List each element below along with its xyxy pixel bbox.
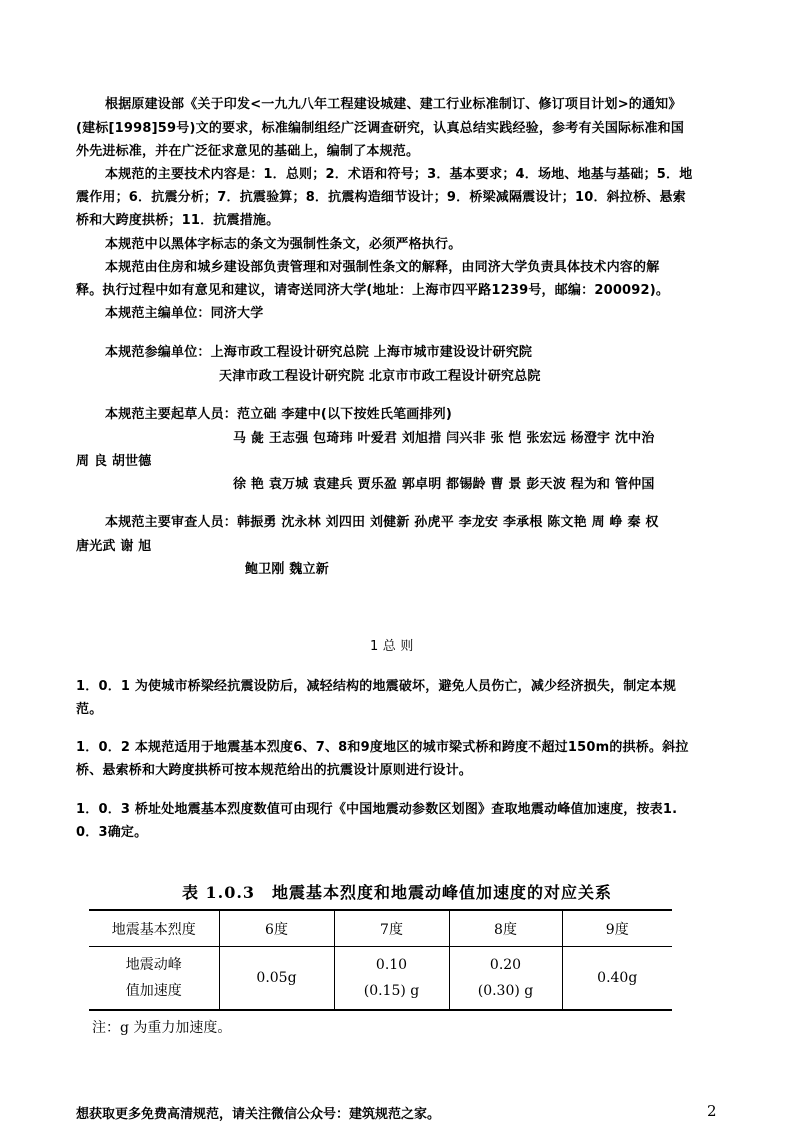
page-number: 2 bbox=[707, 1102, 717, 1120]
preface-line-5: 震作用；6．抗震分析；7．抗震验算；8．抗震构造细节设计；9．桥梁减隔震设计；10．斜拉桥、悬索 bbox=[76, 190, 686, 205]
cell-acceleration-9 bbox=[562, 947, 672, 1011]
chief-editor-line: 本规范主编单位：同济大学 bbox=[105, 306, 264, 321]
cell-value-alt: (0.30) g bbox=[477, 983, 534, 999]
participants-line-1: 本规范参编单位：上海市政工程设计研究总院 上海市城市建设设计研究院 bbox=[105, 345, 533, 360]
row-header-acceleration-line-2: 值加速度 bbox=[125, 983, 182, 999]
cell-acceleration-7 bbox=[334, 947, 449, 1011]
col-header-7: 7度 bbox=[334, 910, 449, 947]
preface-line-3: 外先进标准，并在广泛征求意见的基础上，编制了本规范。 bbox=[76, 144, 420, 159]
col-header-9: 9度 bbox=[562, 910, 672, 947]
footer-notice: 想获取更多免费高清规范，请关注微信公众号：建筑规范之家。 bbox=[76, 1107, 441, 1122]
table-row-acceleration bbox=[89, 947, 672, 1011]
cell-acceleration-6 bbox=[219, 947, 334, 1011]
participants-line-2: 天津市政工程设计研究院 北京市市政工程设计研究总院 bbox=[219, 369, 541, 384]
clause-1-0-2-line-2: 桥、悬索桥和大跨度拱桥可按本规范给出的抗震设计原则进行设计。 bbox=[76, 763, 473, 778]
preface-line-7: 本规范中以黑体字标志的条文为强制性条文，必须严格执行。 bbox=[105, 237, 462, 252]
row-header-acceleration bbox=[89, 947, 219, 1011]
row-header-acceleration-line-1: 地震动峰 bbox=[125, 957, 182, 973]
intensity-acceleration-table bbox=[89, 909, 672, 1011]
preface-line-4: 本规范的主要技术内容是：1．总则；2．术语和符号；3．基本要求；4．场地、地基与基础；5．地 bbox=[105, 167, 693, 182]
clause-1-0-1-line-2: 范。 bbox=[76, 702, 103, 717]
preface-line-9: 释。执行过程中如有意见和建议，请寄送同济大学(地址：上海市四平路1239号，邮编：200092)。 bbox=[76, 283, 670, 298]
cell-value-alt: (0.15) g bbox=[363, 983, 420, 999]
col-header-6: 6度 bbox=[219, 910, 334, 947]
clause-1-0-3-line-2: 0．3确定。 bbox=[76, 825, 148, 840]
drafters-line-2: 马 彘 王志强 包琦玮 叶爱君 刘旭措 闫兴非 张 恺 张宏远 杨澄宇 沈中治 bbox=[233, 431, 655, 446]
row-header-intensity: 地震基本烈度 bbox=[89, 910, 219, 947]
reviewers-line-1: 本规范主要审查人员：韩振勇 沈永林 刘四田 刘健新 孙虎平 李龙安 李承根 陈文艳 周 峥 秦 权 bbox=[105, 515, 659, 530]
drafters-line-4: 徐 艳 袁万城 袁建兵 贾乐盈 郭卓明 都锡龄 曹 景 彭天波 程为和 管仲国 bbox=[233, 477, 655, 492]
chapter-title: 1 总 则 bbox=[370, 639, 414, 654]
col-header-8: 8度 bbox=[449, 910, 562, 947]
preface-line-2: (建标[1998]59号)文的要求，标准编制组经广泛调查研究，认真总结实践经验，参考有关国际标准和国 bbox=[76, 121, 685, 136]
clause-1-0-1-line-1: 1．0．1 为使城市桥梁经抗震设防后，减轻结构的地震破坏，避免人员伤亡，减少经济损失，制定本规 bbox=[76, 679, 677, 694]
reviewers-line-2: 唐光武 谢 旭 bbox=[76, 539, 152, 554]
cell-acceleration-8 bbox=[449, 947, 562, 1011]
clause-1-0-2-line-1: 1．0．2 本规范适用于地震基本烈度6、7、8和9度地区的城市梁式桥和跨度不超过150m的拱桥。斜拉 bbox=[76, 740, 689, 755]
clause-1-0-3-line-1: 1．0．3 桥址处地震基本烈度数值可由现行《中国地震动参数区划图》查取地震动峰值加速度，按表1. bbox=[76, 802, 678, 817]
cell-value: 0.05g bbox=[256, 970, 297, 986]
drafters-line-1: 本规范主要起草人员：范立础 李建中(以下按姓氏笔画排列) bbox=[105, 407, 453, 422]
table-note: 注：g 为重力加速度。 bbox=[92, 1020, 232, 1036]
cell-value: 0.20 bbox=[489, 957, 522, 973]
cell-value: 0.40g bbox=[597, 970, 638, 986]
preface-line-8: 本规范由住房和城乡建设部负责管理和对强制性条文的解释，由同济大学负责具体技术内容的解 bbox=[105, 260, 660, 275]
table-header-row bbox=[89, 910, 672, 947]
cell-value: 0.10 bbox=[375, 957, 408, 973]
reviewers-line-3: 鲍卫刚 魏立新 bbox=[245, 562, 329, 577]
table-caption: 表 1.0.3 地震基本烈度和地震动峰值加速度的对应关系 bbox=[181, 883, 613, 902]
preface-line-6: 桥和大跨度拱桥；11．抗震措施。 bbox=[76, 213, 280, 228]
drafters-line-3: 周 良 胡世德 bbox=[76, 454, 152, 469]
preface-line-1: 根据原建设部《关于印发<一九九八年工程建设城建、建工行业标准制订、修订项目计划>的通知》 bbox=[105, 97, 682, 112]
